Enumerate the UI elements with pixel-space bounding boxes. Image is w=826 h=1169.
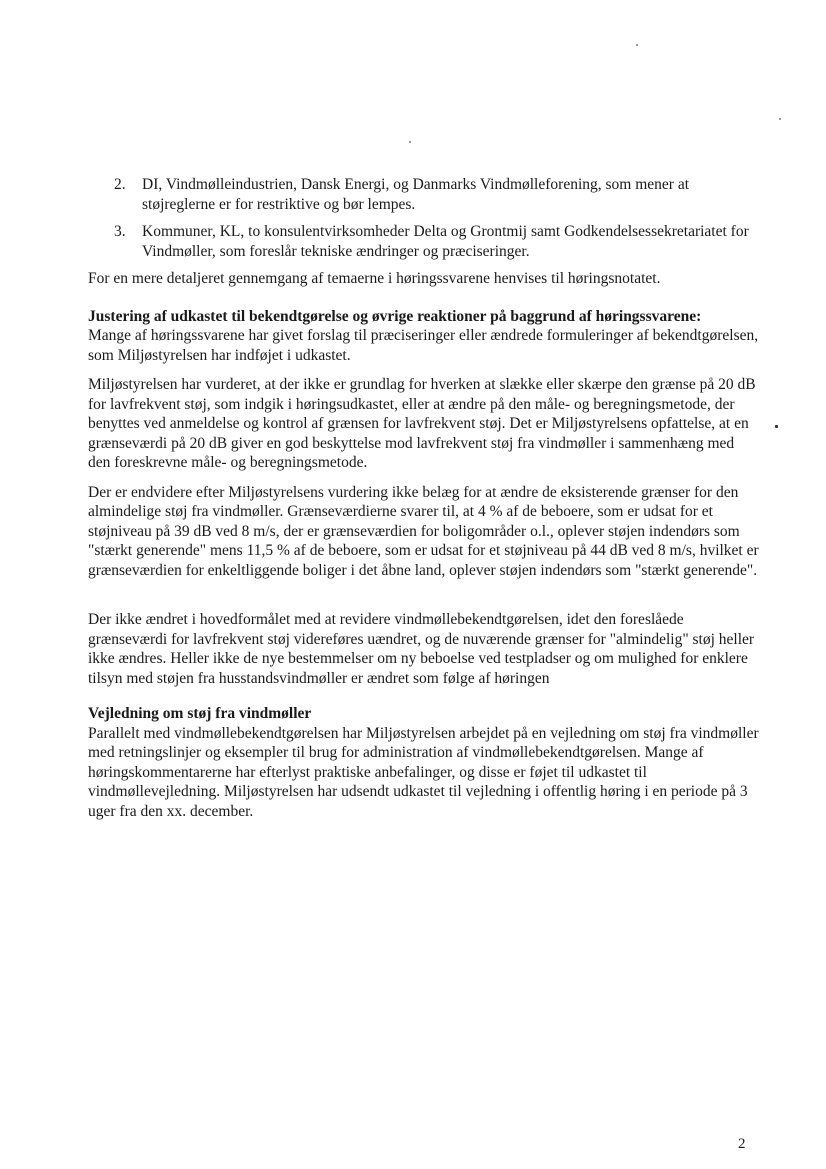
section-intro: Mange af høringssvarene har givet forslag til præciseringer eller ændrede formuleringer af bekendtgørelsen, som Miljøstyrelsen har indføjet i udkastet. [88, 327, 759, 364]
page-number: 2 [738, 1136, 746, 1152]
section-heading: Vejledning om støj fra vindmøller [88, 705, 312, 722]
scan-speck [409, 141, 411, 143]
list-item-text: DI, Vindmølleindustrien, Dansk Energi, og Danmarks Vindmølleforening, som mener at støjreglerne er for restriktive og bør lempes. [142, 176, 690, 213]
guidance-paragraph: Parallelt med vindmøllebekendtgørelsen har Miljøstyrelsen arbejdet på en vejledning om støj fra vindmøller med retningslinjer og eksempler til brug for administration af vindmøllebekendtgørelsen. Mange af høringskommentarerne har efterlyst praktiske anbefalinger, og disse er føjet til udkastet til vindmøllevejledning. Miljøstyrelsen har udsendt udkastet til vejledning i offentlig høring i en periode på 3 uger fra den xx. december. [88, 724, 759, 820]
list-item-number: 2. [114, 176, 126, 193]
list-item-number: 3. [114, 223, 126, 240]
document-body [88, 175, 760, 831]
overview-paragraph: For en mere detaljeret gennemgang af temaerne i høringssvarene henvises til høringsnotatet. [88, 270, 661, 287]
scan-speck [775, 425, 778, 428]
purpose-paragraph: Der ikke ændret i hovedformålet med at revidere vindmøllebekendtgørelsen, idet den foreslåede grænseværdi for lavfrekvent støj videreføres uændret, og de nuværende grænser for "almindelig" støj heller ikke ændres. Heller ikke de nye bestemmelser om ny beboelse ved testpladser og om mulighed for enklere tilsyn med støjen fra husstandsvindmøller er ændret som følge af høringen [88, 611, 755, 687]
guidance-section [88, 704, 760, 821]
list-item [114, 175, 760, 214]
low-frequency-paragraph: Miljøstyrelsen har vurderet, at der ikke er grundlag for hverken at slække eller skærpe den grænse på 20 dB for lavfrekvent støj, som indgik i høringsudkastet, eller at ændre på den måle- og beregningsmetode, der benyttes ved anmeldelse og kontrol af grænsen for lavfrekvent støj. Det er Miljøstyrelsens opfattelse, at en grænseværdi på 20 dB giver en god beskyttelse mod lavfrekvent støj fra vindmøller i sammenhæng med den foreskrevne måle- og beregningsmetode. [88, 376, 756, 471]
stakeholder-list [88, 175, 760, 261]
scan-speck [779, 118, 781, 120]
noise-limits-paragraph: Der er endvidere efter Miljøstyrelsens vurdering ikke belæg for at ændre de eksisterende grænser for den almindelige støj fra vindmøller. Grænseværdierne svarer til, at 4 % af de beboere, som er udsat for et støjniveau på 39 dB ved 8 m/s, der er grænseværdien for boligområder o.l., oplever støjen indendørs som "stærkt generende" mens 11,5 % af de beboere, som er udsat for et støjniveau på 44 dB ved 8 m/s, hvilket er grænseværdien for enkeltliggende boliger i det åbne land, oplever støjen indendørs som "stærkt generende". [88, 483, 759, 579]
scan-speck [636, 44, 638, 46]
list-item [114, 222, 760, 261]
list-item-text: Kommuner, KL, to konsulentvirksomheder Delta og Grontmij samt Godkendelsessekretariatet for Vindmøller, som foreslår tekniske ændringer og præciseringer. [142, 223, 749, 260]
section-heading: Justering af udkastet til bekendtgørelse og øvrige reaktioner på baggrund af høringssvarene: [88, 307, 702, 325]
adjustment-section [88, 307, 760, 689]
